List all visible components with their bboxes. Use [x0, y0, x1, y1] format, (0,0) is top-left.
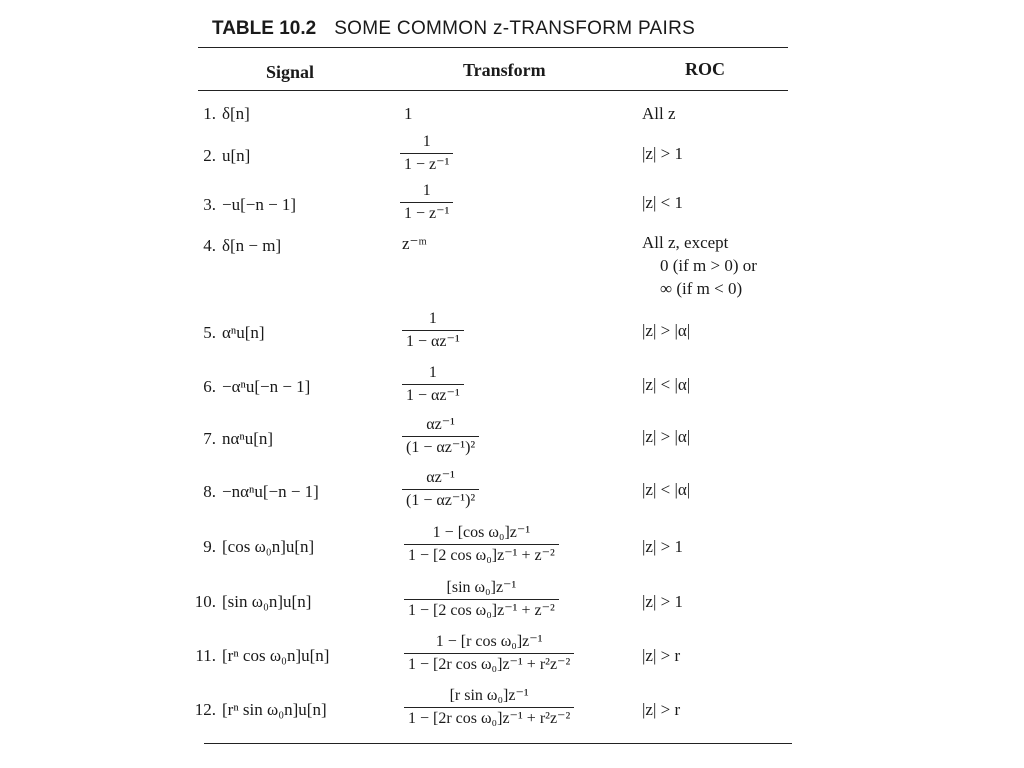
- row-8-transform: αz⁻¹ (1 − αz⁻¹)²: [402, 470, 479, 509]
- row-6-transform: 1 1 − αz⁻¹: [402, 365, 464, 404]
- row-6-signal: 6. −αⁿu[−n − 1]: [203, 377, 311, 396]
- top-rule: [198, 47, 788, 48]
- row-7-transform: αz⁻¹ (1 − αz⁻¹)²: [402, 417, 479, 456]
- row-12-signal: 12. [rⁿ sin ω₀n]u[n]: [194, 700, 327, 719]
- table-number: TABLE 10.2: [212, 18, 317, 39]
- bottom-rule: [204, 743, 792, 744]
- row-5-signal: 5. αⁿu[n]: [203, 323, 265, 342]
- row-12-transform: [r sin ω₀]z⁻¹ 1 − [2r cos ω₀]z⁻¹ + r²z⁻²: [404, 688, 574, 727]
- row-9-signal: 9. [cos ω₀n]u[n]: [203, 537, 315, 556]
- row-11-signal: 11. [rⁿ cos ω₀n]u[n]: [195, 646, 330, 665]
- row-10-transform: [sin ω₀]z⁻¹ 1 − [2 cos ω₀]z⁻¹ + z⁻²: [404, 580, 559, 619]
- row-8-signal: 8. −nαⁿu[−n − 1]: [203, 482, 319, 501]
- row-9-roc: |z| > 1: [642, 537, 683, 556]
- row-4-transform: z⁻ᵐ: [402, 234, 427, 253]
- row-6-roc: |z| < |α|: [642, 375, 691, 394]
- row-3-transform: 1 1 − z⁻¹: [400, 183, 453, 222]
- row-11-roc: |z| > r: [642, 646, 681, 665]
- row-9-transform: 1 − [cos ω₀]z⁻¹ 1 − [2 cos ω₀]z⁻¹ + z⁻²: [404, 525, 559, 564]
- row-10-signal: 10. [sin ω₀n]u[n]: [194, 592, 312, 611]
- row-7-signal: 7. nαⁿu[n]: [203, 429, 274, 448]
- row-8-roc: |z| < |α|: [642, 480, 691, 499]
- row-10-roc: |z| > 1: [642, 592, 683, 611]
- header-roc: ROC: [685, 59, 725, 79]
- row-12-roc: |z| > r: [642, 700, 681, 719]
- row-4-roc: All z, except 0 (if m > 0) or ∞ (if m < 0): [642, 233, 757, 298]
- row-3-roc: |z| < 1: [642, 193, 683, 212]
- row-1-signal: 1. δ[n]: [203, 104, 250, 123]
- row-1-transform: 1: [404, 104, 413, 123]
- row-5-roc: |z| > |α|: [642, 321, 691, 340]
- header-rule: [198, 90, 788, 91]
- table-title: SOME COMMON z-TRANSFORM PAIRS: [334, 18, 696, 39]
- row-11-transform: 1 − [r cos ω₀]z⁻¹ 1 − [2r cos ω₀]z⁻¹ + r²z⁻²: [404, 634, 574, 673]
- row-3-signal: 3. −u[−n − 1]: [203, 195, 297, 214]
- table-caption: [212, 18, 695, 40]
- row-2-signal: 2. u[n]: [203, 146, 251, 165]
- row-5-transform: 1 1 − αz⁻¹: [402, 311, 464, 350]
- row-2-roc: |z| > 1: [642, 144, 683, 163]
- header-transform: Transform: [463, 60, 546, 80]
- row-7-roc: |z| > |α|: [642, 427, 691, 446]
- header-signal: Signal: [266, 62, 315, 82]
- row-1-roc: All z: [642, 104, 676, 123]
- row-2-transform: 1 1 − z⁻¹: [400, 134, 453, 173]
- row-4-signal: 4. δ[n − m]: [203, 236, 282, 255]
